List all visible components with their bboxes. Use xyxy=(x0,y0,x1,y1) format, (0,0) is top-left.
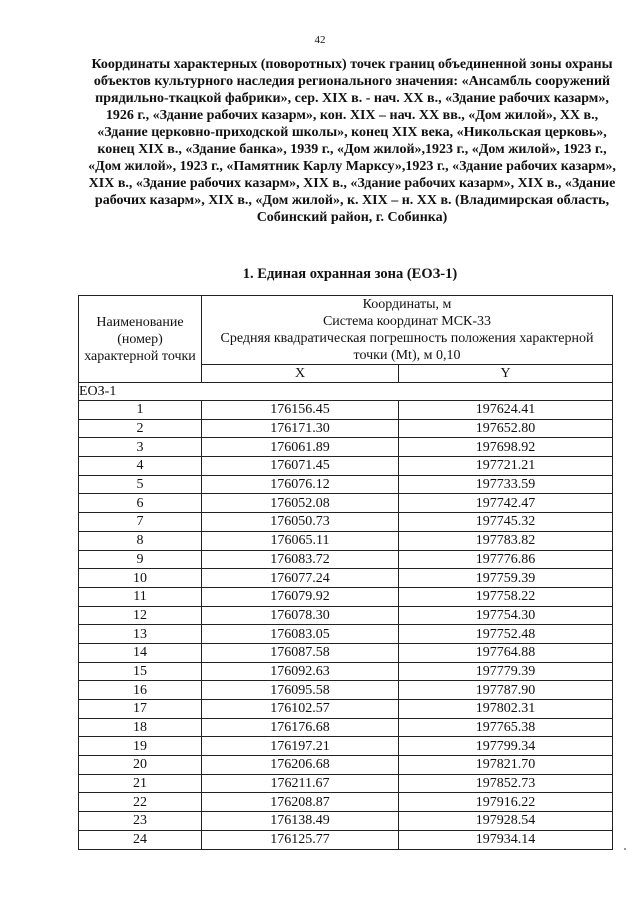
table-row xyxy=(79,718,613,737)
point-number: 5 xyxy=(79,475,202,494)
coord-x: 176102.57 xyxy=(202,700,399,719)
table-row xyxy=(79,756,613,775)
table-row xyxy=(79,662,613,681)
document-title: Координаты характерных (поворотных) точек границ объединенной зоны охраны объектов культурного наследия регионального значения: «Ансамбль сооружений прядильно-ткацкой фабрики», сер. XIX в. - нач. XX в., «Здание рабочих казарм», 1926 г., «Здание рабочих казарм», кон. XIX – нач. XX вв., «Дом жилой», XX в., «Здание церковно-приходской школы», конец XIX века, «Никольская церковь», конец XIX в., «Здание банка», 1939 г., «Дом жилой»,1923 г., «Дом жилой», 1923 г., «Дом жилой», 1923 г., «Памятник Карлу Марксу»,1923 г., «Здание рабочих казарм», XIX в., «Здание рабочих казарм», XIX в., «Здание рабочих казарм», XIX в., «Здание рабочих казарм», XIX в., «Дом жилой», к. XIX – н. XX в. (Владимирская область, Собинский район, г. Собинка) xyxy=(88,57,616,225)
coord-y: 197802.31 xyxy=(399,700,613,719)
table-row xyxy=(79,737,613,756)
point-number: 15 xyxy=(79,662,202,681)
coord-x: 176078.30 xyxy=(202,606,399,625)
table-row xyxy=(79,457,613,476)
coord-y: 197742.47 xyxy=(399,494,613,513)
coord-y: 197852.73 xyxy=(399,774,613,793)
section-heading: 1. Единая охранная зона (ЕОЗ-1) xyxy=(242,266,458,282)
zone-label: ЕОЗ-1 xyxy=(79,383,613,401)
coord-y: 197733.59 xyxy=(399,475,613,494)
coord-y: 197916.22 xyxy=(399,793,613,812)
coord-x: 176156.45 xyxy=(202,401,399,420)
table-row xyxy=(79,812,613,831)
header-coords-line1: Координаты, м xyxy=(362,297,452,312)
coord-y: 197698.92 xyxy=(399,438,613,457)
point-number: 13 xyxy=(79,625,202,644)
coord-x: 176208.87 xyxy=(202,793,399,812)
coord-x: 176083.72 xyxy=(202,550,399,569)
table-row xyxy=(79,587,613,606)
table-row xyxy=(79,774,613,793)
point-number: 20 xyxy=(79,756,202,775)
coord-y: 197759.39 xyxy=(399,569,613,588)
point-number: 14 xyxy=(79,643,202,662)
point-number: 2 xyxy=(79,419,202,438)
coord-y: 197754.30 xyxy=(399,606,613,625)
point-number: 22 xyxy=(79,793,202,812)
table-row xyxy=(79,569,613,588)
table-row xyxy=(79,625,613,644)
point-number: 21 xyxy=(79,774,202,793)
point-number: 17 xyxy=(79,700,202,719)
coord-x: 176095.58 xyxy=(202,681,399,700)
point-number: 24 xyxy=(79,830,202,849)
coord-x: 176052.08 xyxy=(202,494,399,513)
coord-y: 197779.39 xyxy=(399,662,613,681)
point-number: 1 xyxy=(79,401,202,420)
coord-y: 197764.88 xyxy=(399,643,613,662)
coord-y: 197799.34 xyxy=(399,737,613,756)
point-number: 18 xyxy=(79,718,202,737)
point-number: 16 xyxy=(79,681,202,700)
coord-y: 197934.14 xyxy=(399,830,613,849)
header-coordinates xyxy=(202,296,613,365)
coord-x: 176065.11 xyxy=(202,531,399,550)
coord-y: 197652.80 xyxy=(399,419,613,438)
coord-y: 197776.86 xyxy=(399,550,613,569)
coord-y: 197624.41 xyxy=(399,401,613,420)
table-row xyxy=(79,419,613,438)
point-number: 10 xyxy=(79,569,202,588)
coord-x: 176211.67 xyxy=(202,774,399,793)
coord-y: 197787.90 xyxy=(399,681,613,700)
coord-y: 197758.22 xyxy=(399,587,613,606)
coord-x: 176176.68 xyxy=(202,718,399,737)
coord-x: 176061.89 xyxy=(202,438,399,457)
coord-x: 176092.63 xyxy=(202,662,399,681)
coord-y: 197765.38 xyxy=(399,718,613,737)
point-number: 19 xyxy=(79,737,202,756)
point-number: 23 xyxy=(79,812,202,831)
table-row xyxy=(79,830,613,849)
coord-x: 176171.30 xyxy=(202,419,399,438)
coord-x: 176077.24 xyxy=(202,569,399,588)
margin-mark xyxy=(624,848,626,850)
coord-y: 197745.32 xyxy=(399,513,613,532)
coord-x: 176076.12 xyxy=(202,475,399,494)
table-row xyxy=(79,606,613,625)
table-row xyxy=(79,700,613,719)
point-number: 3 xyxy=(79,438,202,457)
coord-x: 176050.73 xyxy=(202,513,399,532)
coord-x: 176138.49 xyxy=(202,812,399,831)
header-coords-line3: Средняя квадратическая погрешность положения характерной точки (Mt), м 0,10 xyxy=(220,331,594,363)
table-row xyxy=(79,494,613,513)
header-coords-line2: Система координат МСК-33 xyxy=(322,314,492,329)
table-row xyxy=(79,513,613,532)
table-row xyxy=(79,438,613,457)
coord-x: 176125.77 xyxy=(202,830,399,849)
coord-x: 176197.21 xyxy=(202,737,399,756)
point-number: 9 xyxy=(79,550,202,569)
table-row xyxy=(79,401,613,420)
point-number: 8 xyxy=(79,531,202,550)
coord-y: 197721.21 xyxy=(399,457,613,476)
point-number: 7 xyxy=(79,513,202,532)
coord-y: 197928.54 xyxy=(399,812,613,831)
coord-x: 176071.45 xyxy=(202,457,399,476)
point-number: 6 xyxy=(79,494,202,513)
table-row xyxy=(79,475,613,494)
point-number: 11 xyxy=(79,587,202,606)
table-row xyxy=(79,681,613,700)
table-row xyxy=(79,550,613,569)
coord-y: 197783.82 xyxy=(399,531,613,550)
header-x: X xyxy=(202,365,399,383)
table-row xyxy=(79,531,613,550)
coord-x: 176206.68 xyxy=(202,756,399,775)
point-number: 4 xyxy=(79,457,202,476)
point-number: 12 xyxy=(79,606,202,625)
header-y: Y xyxy=(399,365,613,383)
coord-y: 197821.70 xyxy=(399,756,613,775)
coord-x: 176087.58 xyxy=(202,643,399,662)
coord-x: 176079.92 xyxy=(202,587,399,606)
coord-y: 197752.48 xyxy=(399,625,613,644)
coord-x: 176083.05 xyxy=(202,625,399,644)
table-row xyxy=(79,643,613,662)
page-number: 42 xyxy=(314,34,326,46)
coordinates-table xyxy=(78,295,613,850)
header-point-name: Наименование (номер) характерной точки xyxy=(79,296,202,383)
table-row xyxy=(79,793,613,812)
